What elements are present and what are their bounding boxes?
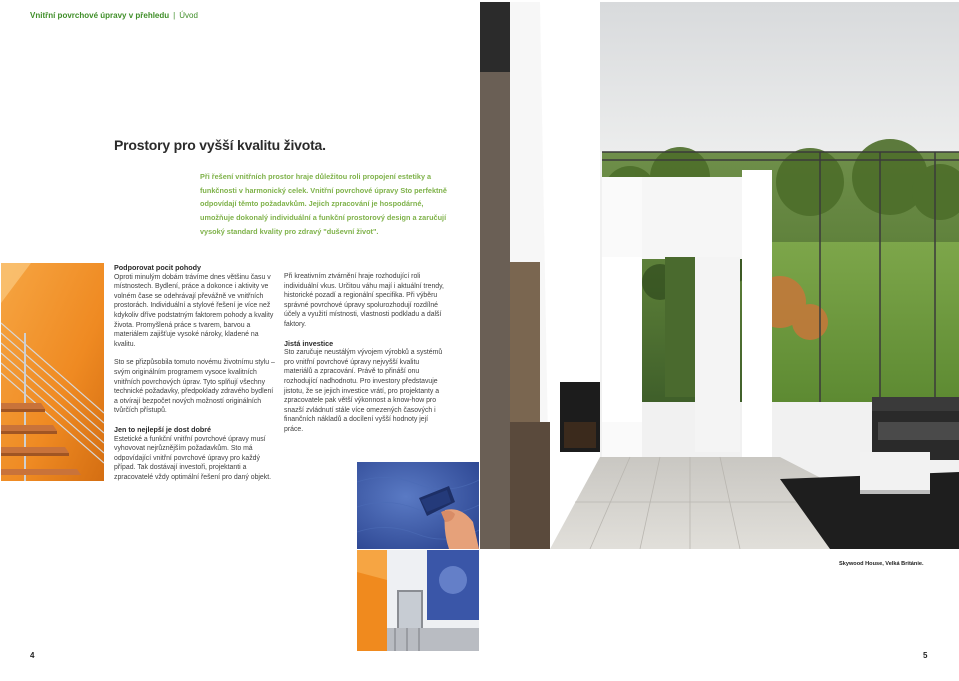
- photo-caption: Skywood House, Velká Británie.: [839, 561, 924, 567]
- header-separator: |: [173, 11, 176, 20]
- page-number-right: 5: [923, 651, 928, 660]
- text-column-1: [114, 263, 276, 491]
- para-comfort: Oproti minulým dobám trávíme dnes většinu času v místnostech. Bydlení, práce a dokonce i aktivity ve volném čase se odehrávají převážně ve vnitřních prostorách. Individuální a stylové řešení je více než kdykoliv dříve podstatným faktorem pohody a kvality života. Promyšlená práce s tvarem, barvou a materiálem zajišťuje vysoké nároky, kladené na kvalitu.: [114, 273, 274, 348]
- para-sto-adapted: Sto se přizpůsobila tomuto novému životnímu stylu – svým originálním programem vysoce kvalitních vnitřních povrchových úprav. Tyto splňují všechny technické požadavky, předpoklady zdravého bydlení a otvírají bezpočet nových možností originálních tvůrčích přístupů.: [114, 359, 275, 415]
- room-illustration: [357, 550, 479, 651]
- para-creative: Při kreativním ztvárnění hraje rozhodující roli individuální vkus. Určitou váhu mají i aktuální trendy, historické pozadí a regionální specifika. Při výběru správné povrchové úpravy spolurozhodují rozdílné účely a využití místnosti, vlastnosti podkladu a další faktory.: [284, 273, 444, 328]
- heading-best: Jen to nejlepší je dost dobré: [114, 424, 212, 434]
- interior-illustration: [480, 2, 959, 549]
- blue-wall-trowel-photo: [357, 462, 479, 549]
- intro-text: Při řešení vnitřních prostor hraje důležitou roli propojení estetiky a funkčnosti v harmonický celek. Vnitřní povrchové úpravy Sto perfektně odpovídají těmto požadavkům. Jejich zpracování je hospodárné, umožňuje dokonalý individuální a funkční prostorový design a zaručují vysoký standard kvality pro zdravý "duševní život".: [200, 172, 447, 236]
- skywood-house-interior-photo: [480, 2, 959, 549]
- staircase-illustration: [1, 263, 104, 481]
- page-title: Prostory pro vyšší kvalitu života.: [114, 137, 326, 153]
- staircase-photo: [1, 263, 104, 481]
- header-section: Vnitřní povrchové úpravy v přehledu: [30, 11, 170, 20]
- page-number-left: 4: [30, 651, 35, 660]
- trowel-illustration: [357, 462, 479, 549]
- heading-investment: Jistá investice: [284, 338, 334, 348]
- intro-paragraph: [200, 170, 448, 239]
- painted-room-photo: [357, 550, 479, 651]
- header-subsection: Úvod: [179, 11, 198, 20]
- para-investment: Sto zaručuje neustálým vývojem výrobků a systémů pro vnitřní povrchové úpravy nejvyšší kvalitu materiálů a zpracování. Právě to přináší onu rozhodující nadhodnotu. Pro investory představuje jistotu, že se jejich investice vrátí, pro projektanty a zpracovatele pak větší výkonnost a know-how pro snazší zvládnutí stále více omezených časových i finančních nákladů a docílení vyšší hodnoty její práce.: [284, 349, 443, 433]
- text-column-2: [284, 272, 448, 444]
- running-header: [30, 11, 198, 20]
- heading-comfort: Podporovat pocit pohody: [114, 263, 202, 272]
- para-best: Estetické a funkční vnitřní povrchové úpravy musí vyhovovat nejrůznějším požadavkům. Sto má odpovídající vnitřní povrchové úpravy pro každý případ. Tak dostávají investoři, projektanti a zpracovatelé vždy optimální řešení pro daný objekt.: [114, 435, 272, 481]
